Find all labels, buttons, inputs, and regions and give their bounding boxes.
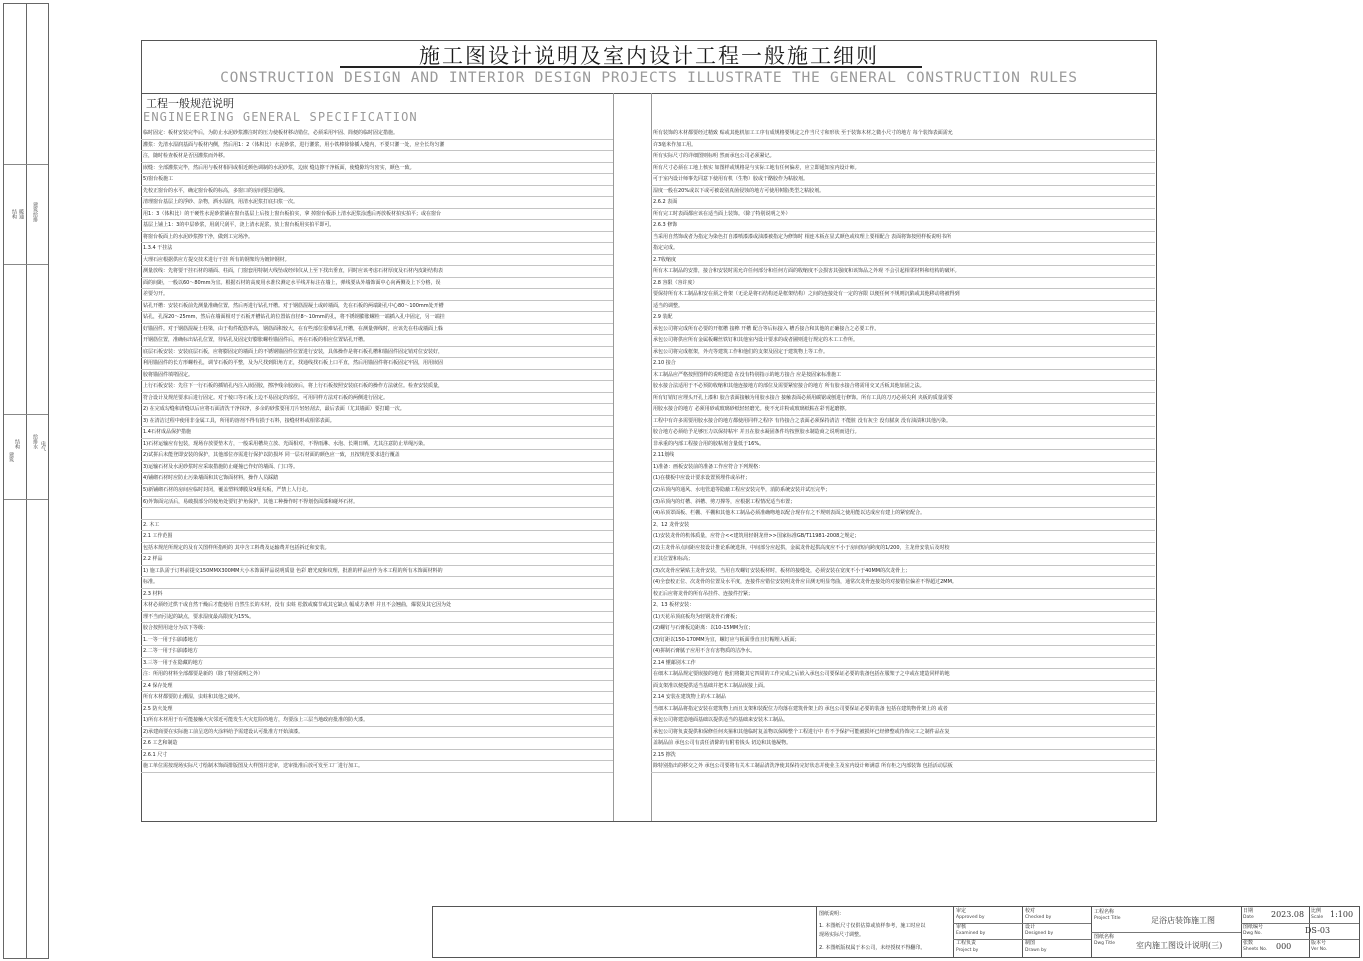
spec-row: 清理窗台基层上的浮砂、杂物，洒水湿润，用清水泥浆打底扫浆一次。 (141, 197, 613, 209)
spec-row: 4)铺砌石材时应防止污染墙面和其它饰面材料，操作人员踩踏 (141, 473, 613, 485)
right-spec-column (651, 128, 1155, 820)
spec-row: 胶合地方必须给予足够压力以保持粘牢 并且在胶水凝固条件均按照胶水制造商之说明而进行。 (651, 427, 1155, 439)
spec-row: 指定完成。 (651, 243, 1155, 255)
spec-row: 2.8 容限（容许度） (651, 278, 1155, 290)
spec-row: 面的间距，一般以60～80mm为宜。根据石材的高度用水准仪测定水平线并标注在墙上，弹线要从外墙饰面中心向两侧及上下分格，误 (141, 278, 613, 290)
spec-row: 1) 施工队需于订料前提交150MMX300MM大小木饰面样品说明质量 色彩 磨光度和纹理，批准的样品应作为本工程的所有木饰面材料的 (141, 566, 613, 578)
sidebar-label: 给排水 (32, 434, 38, 449)
spec-row: 2.6.3 修饰 (651, 220, 1155, 232)
manager-label-en: Project by (956, 948, 979, 953)
spec-row: 1)准备：画板安装前的准备工作应符合下列规格： (651, 462, 1155, 474)
spec-row: 2、13 板材安装： (651, 600, 1155, 612)
sidebar-label: 电气 (40, 441, 46, 451)
spec-row: (1)在楼板中应设计要求设置预埋件或吊杆； (651, 473, 1155, 485)
spec-row: 基层上铺上1：3的中层砂浆，用刮尺刮平，浇上清水泥浆，放上窗台板用实拍平即可。 (141, 220, 613, 232)
drawing-title-label-en: Dwg Title (1094, 941, 1116, 946)
title-underline (340, 66, 922, 68)
left-spec-column (141, 128, 613, 820)
designed-label: 设计 (1025, 924, 1036, 930)
spec-row: 2、12 龙骨安装 (651, 520, 1155, 532)
spec-row: (1)天花吊顶底板均为轻钢龙骨石膏板； (651, 612, 1155, 624)
binding-strip (3, 3, 49, 959)
spec-row: 标准。 (141, 577, 613, 589)
spec-row: 承包公司将负责提供和保修任何夹箍和其他临时复盖物以保障整个工程进行中 若不予保护可能被损坏已经修整或待饰完工之制件品在复 (651, 727, 1155, 739)
spec-row: 胶水接合法适用于不必预防收缩和其他连接地方的部位及需要紧密接合的地方 所有胶水接合将需用交叉舌板其他加固之法。 (651, 381, 1155, 393)
spec-row: (2)主龙骨吊点间距应按设计推论系统选择，中间部分应起拱，金属龙骨起拱高度应不小于房间短向跨度的1/200，主龙骨安装后及时校 (651, 543, 1155, 555)
sidebar-label: 暖通 (18, 209, 24, 219)
spec-row: 包括本规范所规定的及有关图样所指明的 其中含工料费及运输费并包括拆迁和安装。 (141, 543, 613, 555)
spec-row: 1.4石材成品保护措施 (141, 427, 613, 439)
spec-row: 非承重的内部工程接合用的胶粘剂含量低于16%。 (651, 439, 1155, 451)
spec-row: 1.3.4 干挂法 (141, 243, 613, 255)
spec-row: 湿度一般在20%或以下或可被设别真菌侵蚀的地方可使用树脂类型之粘胶剂。 (651, 186, 1155, 198)
approved-label-en: Approved by (956, 915, 985, 920)
spec-row: 可于室内设计师事先同意下使用有机（生物）胶或干酪胶作为粘胶剂。 (651, 174, 1155, 186)
spec-row: 钻孔开槽：安装石板前先测量准确位置，然后再进行钻孔开槽。对于钢筋混凝土或砖墙面，先在石板的两端距孔中心80～100mm处开槽 (141, 301, 613, 313)
tb-divider (953, 907, 954, 957)
spec-row: 1)所有木材用于有可能接触火灾邻近可能发生火灾危险的地方，均要涂上三层当地政府批准的防火漆。 (141, 715, 613, 727)
note-line: 1. 本图纸尺寸仅供估算或放样参考，施工时应以 (819, 923, 926, 929)
scale-label: 比例 (1311, 908, 1322, 914)
spec-row: 上行石板安装：先往下一行石板的插销孔内注入嵌固胶，擦净残余胶液后，将上行石板按照安装底石板的操作方法就位。检查安装质量， (141, 381, 613, 393)
scale-value: 1:100 (1330, 910, 1354, 919)
spec-row: 所有完工时表面都应该在适当面上装饰。（除了特别说明之外） (651, 209, 1155, 221)
spec-row: 注：所用的材料全部都要是新的（除了特别说明之外） (141, 669, 613, 681)
spec-row: 开钢筋位置，准确标出钻孔位置，待钻孔及固定好膨胀螺栓锚固件后，再在石板的相应位置钻孔开槽。 (141, 335, 613, 347)
spec-row: 承包公司将完成框架，外壳等建筑工作和他们的支架及固定于建筑物上等工作。 (651, 347, 1155, 359)
spec-row: 盖制品前 承包公司有责任清除的有附着钱头 切边和其他凝物。 (651, 738, 1155, 750)
spec-row: 许3毫米作加工用。 (651, 140, 1155, 152)
spec-row: (2)吊顶内的通风、水电管道等隐蔽工程应安装完毕，消防系统安装并试压完毕； (651, 485, 1155, 497)
spec-row: 嵌缝：全部灌浆完毕，然后用与板材相同或相近颜色调制的水泥砂浆，边嵌 缝边擦干净板面，使缝隙均匀密实，颜色一致。 (141, 163, 613, 175)
approved-label: 审定 (956, 908, 967, 914)
spec-row: (2)螺钉与石膏板边距离：以10-15MM为宜； (651, 623, 1155, 635)
project-label-en: Project Title (1094, 916, 1121, 921)
examined-label: 审核 (956, 924, 967, 930)
notes-title: 图纸说明： (819, 911, 845, 917)
spec-row: 2.14 懂邮别木工作 (651, 658, 1155, 670)
spec-row: 校正后应将龙骨的所有吊挂件、连接件拧紧； (651, 589, 1155, 601)
date-label: 日期 (1243, 908, 1254, 914)
spec-row: 正其位置和标高； (651, 554, 1155, 566)
spec-row: 2.1 工作范围 (141, 531, 613, 543)
spec-row: 符合设计及规范要求后进行固定。对于棱口等石板上边不易固定的部位，可用同样方法对石板的两侧进行固定。 (141, 393, 613, 405)
spec-row (141, 508, 613, 520)
spec-row: 用1：3（体积比）的干硬性水泥砂浆铺在窗台基层上后按上窗台板拍实，拿 掉窗台板添上清水泥浆涂透后再放板材拍实拍平；或在窗台 (141, 209, 613, 221)
spec-row: 2.15 擦洗 (651, 750, 1155, 762)
section-heading: 工程一般规范说明 (146, 97, 234, 110)
spec-row: 施工单位需按现场实际尺寸绘制木饰面排版图及大样图并送审，送审批准后放可发至工厂进行加工。 (141, 761, 613, 773)
spec-row: 要保持所有木工制品和安在须之骨架（无论是将石结构还是框架结构）之间的连接处有一定的容限 以便任何不规则沉陷或其他移动将被得到 (651, 289, 1155, 301)
spec-row: 所有木材都要防止潮湿，虫蛀和其他之破坏。 (141, 692, 613, 704)
drawing-number-value: DS-03 (1305, 926, 1331, 935)
title-block (432, 906, 1360, 958)
spec-row: (1)安装龙骨的机体质量，应符合<<建筑用轻钢龙骨>>国家标准GB/T11981-2008之规定； (651, 531, 1155, 543)
spec-row: 5)窗台板施工 (141, 174, 613, 186)
spec-row: 2.10 接合 (651, 358, 1155, 370)
spec-row: 2.9 装配 (651, 312, 1155, 324)
spec-row: 先校正窗台的水平，确定窗台板的标高，多窗口的房间要拉通线。 (141, 186, 613, 198)
spec-row: 大理石应根据供应方提交技术进行干挂 所有的钢架均为镀锌钢材。 (141, 255, 613, 267)
spec-row: 木材必须经过烘干或自然干燥后才能使用 自然生长的木材，没有 虫蛀 松散或腐节或其它缺点 幅成方条形 并且不会翘曲，爆裂及其它因为处 (141, 600, 613, 612)
spec-row: (3)次龙骨应紧贴主龙骨安装，当用自攻螺钉安装板材时，板材的接缝处，必须安装在宽度不小于40MM的次龙骨上； (651, 566, 1155, 578)
drawing-number-label: 图纸编号 (1243, 924, 1264, 930)
spec-row: 底层石板安装：安装底层石板，应将膨固定的墙面上的不锈钢锚固件位置进行安装，具体操作是将石板孔槽和锚固件固定销对位安装好， (141, 347, 613, 359)
spec-row: 承包公司将完成所有必要的开框槽 接榫 开槽 配合等后标接入 槽舌接合和其他的正确接合之必要工作。 (651, 324, 1155, 336)
title-divider (141, 93, 1156, 94)
spec-row: 利用锚固件的长方形螺栓孔，调节石板的平整，及为尺找到阳角方正，找通线找石板上口平直，然后用锚固件将石板固定牢固，用用嵌固 (141, 358, 613, 370)
checked-label-en: Checked by (1025, 915, 1052, 920)
spec-row: 2.6.1 尺寸 (141, 750, 613, 762)
drawn-label-en: Drawn by (1025, 948, 1047, 953)
sheets-value: 000 (1276, 942, 1292, 951)
binding-strip-line (4, 164, 48, 165)
spec-row: 2. 木工 (141, 520, 613, 532)
note-line: 2. 本图纸版权属于本公司，未经授权不得翻印。 (819, 945, 926, 951)
page-subtitle: CONSTRUCTION DESIGN AND INTERIOR DESIGN PROJECTS ILLUSTRATE THE GENERAL CONSTRUCTION RULES (220, 70, 1078, 86)
spec-row: 面支架准以便提供适当基础并把木工制品嵌接上面。 (651, 681, 1155, 693)
designed-label-en: Designed by (1025, 931, 1054, 936)
sidebar-label: 建筑给排 (32, 202, 38, 222)
spec-row: 承包公司将供应所有金属板螺丝铁钉和其他室内设计要求的或者圃则进行规定的木工工作所。 (651, 335, 1155, 347)
note-line: 现场实际尺寸调整。 (819, 932, 865, 938)
spec-row: 除特别指出的移交之外 承包公司要将有关木工制品清洗净使其保持完好状态并使业主及室内设计师满意 所有柜之内部装饰 包括活动层板 (651, 761, 1155, 773)
date-value: 2023.08 (1271, 910, 1305, 919)
spec-row: 当细木工制品将指定安装在建筑物上而且支架和装配位力均落在建筑骨架上的 承包公司要保证必要的装备 包括在建筑物骨架上的 或者 (651, 704, 1155, 716)
spec-row: (3)钉距以150-170MM为宜，螺钉应与板面垂直且钉帽埋入板面； (651, 635, 1155, 647)
tb-line (1241, 939, 1359, 940)
version-label-en: Ver No. (1311, 947, 1328, 952)
spec-row: 6)外饰面完活后，易破损部分的棱角处要钉护角保护，其他工种操作时不得划伤面漆和碰坏石材。 (141, 497, 613, 509)
spec-row: 2)承建商要在实际施工前呈送的火涂料给予需建设认可批准方开始油漆。 (141, 727, 613, 739)
spec-row: 钻孔，孔深20～25mm，然后在墙面相对于石板开槽钻孔的位置钻直径8～10mm的孔，将不锈钢膨胀螺栓一端插入孔中固定，另一端挂 (141, 312, 613, 324)
spec-row: 灌浆：先清水湿润基面与板材内侧，然后用1：2（体积比）水泥砂浆，进行灌浆，用小铁棒徐徐插入缝内，不要只灌一处，应全长均匀灌 (141, 140, 613, 152)
tb-line (953, 923, 1091, 924)
spec-row: 2.3 材料 (141, 589, 613, 601)
spec-row: (4)拼制石膏腻子应用不含有害物质的洁净水。 (651, 646, 1155, 658)
spec-row: 工程中有许多需要用胶水接合的地方都使用同样之程序 有待接合之表面必须保持清洁 不能脏 没有灰尘 没有腻灰 没有油渍和其他污染。 (651, 416, 1155, 428)
spec-row: 胶合按照用途分为以下等级： (141, 623, 613, 635)
spec-row: 5)新铺砌石材的房间应临时封闭，覆盖塑料薄膜及9厘夹板，严禁上人行走。 (141, 485, 613, 497)
spec-row: 2)试拼后未能登即安装的保护，其他部位亦需进行保护以防损坏 同一层石材面的颜色应一致，且按规范要求进行覆盖 (141, 450, 613, 462)
spec-row: 所有钉销钉应埋头开孔上漆和 胶合表面接触为用胶水接合 接触表面必须用碳锯或刨进行修饰。所有工具的刀刃必须尖利 夹板的质量需要 (651, 393, 1155, 405)
spec-row: 将窗台板面上的水泥砂浆擦干净，做到工完场净。 (141, 232, 613, 244)
drawing-number-label-en: Dwg No. (1243, 931, 1262, 936)
spec-row: 临时固定：板材安装完毕后，为防止水泥砂浆灌注时的压力使板材移动错位，必须采用牢固、简便的临时固定措施。 (141, 128, 613, 140)
spec-row: (4)全套校正位、次龙骨的位置及水平度，连接件应错位安装明龙骨应目测无明显弯曲，通常次龙骨连接处的对接错位偏差不得超过2MM。 (651, 577, 1155, 589)
column-divider (613, 93, 614, 821)
version-label: 版本号 (1311, 940, 1327, 946)
spec-row: 2) 在完成勾缝和清缝以后应将石面清洗干净抹净，多余的砂浆要用刀片轻轻刮去，最后表面（尤其墙面）要打蜡一次。 (141, 404, 613, 416)
section-heading-en: ENGINEERING GENERAL SPECIFICATION (143, 110, 418, 124)
date-label-en: Date (1243, 915, 1254, 920)
spec-row: 2.14 安装在建筑物上的木工制品 (651, 692, 1155, 704)
spec-row: 所有装饰的木材都要经过精致 贴或其他机加工工序有成规格要规定之作当尺寸和形状 至于装饰木材之微小尺寸的地方 每个装饰表面需允 (651, 128, 1155, 140)
checked-label: 校对 (1025, 908, 1036, 914)
spec-row: 好锚固件。对于钢筋混凝土柱梁，由于构件配筋率高，钢筋面积较大，在有些部位很难钻孔开槽，在测量弹线时，应该先在柱或墙面上躲 (141, 324, 613, 336)
spec-row: 用胶水接合的地方 必须用砂或玻璃砂纸轻轻磨光。使不允许粉或玻璃纸粘在彩刊起磨擦。 (651, 404, 1155, 416)
binding-strip-line (4, 264, 48, 265)
examined-label-en: Examined by (956, 931, 986, 936)
tb-line (1091, 932, 1241, 933)
spec-row: 3) 在清洁过程中使用非金属工具，所用的溶剂不得有损于石料，接缝材料或相邻表面。 (141, 416, 613, 428)
spec-row: 当采用自然饰或者为指定为染色打自漆喷漆漆或油漆被指定为修饰时 相连木板在显式颜色或纹理上要相配合 表面将饰按照样板说明书所 (651, 232, 1155, 244)
spec-row: 所有尺寸必须在工地上核实 如图样或规格是与实际工地有任何偏差，应立即通知室内设计师。 (651, 163, 1155, 175)
spec-row: 2.2 样品 (141, 554, 613, 566)
sidebar-label: 结构 (11, 209, 17, 219)
spec-row: 2.11划线 (651, 450, 1155, 462)
spec-row: 所有木工制品的安排，接合和安装时需允许任何部分和任何方面的收缩度不会损害其强度和该饰品之外观 不会引起相邻材料和结构的破坏。 (651, 266, 1155, 278)
spec-row: 2.二等一用于扫油漆地方 (141, 646, 613, 658)
drawing-title-label: 图纸名称 (1094, 934, 1115, 940)
tb-divider (1022, 907, 1023, 957)
page-title: 施工图设计说明及室内设计工程一般施工细则 (419, 44, 879, 68)
spec-row: 适当的调整。 (651, 301, 1155, 313)
drawn-label: 制图 (1025, 940, 1036, 946)
binding-strip-line (4, 414, 48, 415)
spec-row: (4)吊顶罩面板、栏棚、平棚和其他木工制品必须准确吻地以配合现存有之不规则表面之使用能以达成应有建上的紧密配合。 (651, 508, 1155, 520)
spec-row: 承包公司将建造地面基础以提供适当的基础来安装木工制品。 (651, 715, 1155, 727)
spec-row: 理不当而引起的缺点，要求湿度最高限度为15%。 (141, 612, 613, 624)
scale-label-en: Scale (1311, 915, 1324, 920)
sidebar-label: 结构 (14, 439, 20, 449)
project-title-value: 足浴店装饰施工图 (1151, 916, 1215, 925)
spec-row: (3)吊顶内的灯槽、斜槽、剪刀撑等，应根据工程情况适当布置； (651, 497, 1155, 509)
spec-row: 2.4 保存处理 (141, 681, 613, 693)
spec-row: 3.三等一用于在隐藏的地方 (141, 658, 613, 670)
manager-label: 工程负责 (956, 940, 977, 946)
spec-row: 2.6 工艺和制造 (141, 738, 613, 750)
spec-row: 所有实际尺寸的详细图则标明 然而承包公司必须紧记。 (651, 151, 1155, 163)
sheets-label: 张数 (1243, 940, 1254, 946)
spec-row: 测量放线：先将要干挂石材的墙面、柱面，门窗套用特制大线坠或经纬仪从上至下找出垂直，同时应该考虑石材厚度及石材内皮距结构表 (141, 266, 613, 278)
binding-strip-line (4, 499, 48, 500)
spec-row: 在细木工制品规定要嵌接的地方 他们将随其它四周的工作完成之后嵌入承包公司要保证必要的装备包括在服架子之中或在建造同样的地 (651, 669, 1155, 681)
spec-row: 差要匀开。 (141, 289, 613, 301)
binding-strip-divider (26, 4, 27, 958)
sidebar-label: 建筑 (8, 452, 14, 462)
spec-row: 1)石材运输应有包装，现场存放要垫木方，一般采用槽块立放、光面相对，不得雨淋、水泡、长期日晒，尤其注意防止草绳污染。 (141, 439, 613, 451)
spec-row: 3)运输石材及水泥砂浆时应采取措施防止碰撞已作好的墙面、门口等。 (141, 462, 613, 474)
spec-row: 木工制品应严格按照图样的说明建造 在没有特别指示的地方接合 应是按固家标准施工 (651, 370, 1155, 382)
tb-divider (816, 907, 817, 957)
tb-divider (1241, 907, 1242, 957)
spec-row: 2.7收缩度 (651, 255, 1155, 267)
spec-row: 1.一等一用于扫油漆地方 (141, 635, 613, 647)
drawing-title-value: 室内施工图设计说明(三) (1136, 941, 1223, 950)
spec-row: 2.6.2 表面 (651, 197, 1155, 209)
spec-row: 2.5 防火处理 (141, 704, 613, 716)
spec-row: 胶将锚固件填堵固定。 (141, 370, 613, 382)
sheets-label-en: Sheets No. (1243, 947, 1268, 952)
spec-row: 注，随时检查板材是否因灌浆而外移。 (141, 151, 613, 163)
project-label: 工程名称 (1094, 909, 1115, 915)
